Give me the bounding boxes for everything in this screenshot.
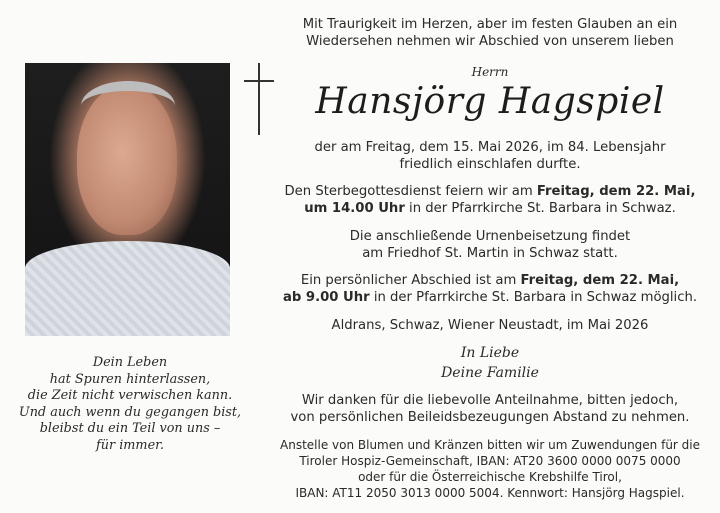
signature-line-2: Deine Familie [441, 365, 539, 381]
portrait-photo [25, 63, 230, 336]
funeral-text-1: Den Sterbegottesdienst feiern wir am [284, 184, 537, 199]
deceased-name: Hansjörg Hagspiel [315, 81, 665, 122]
poem-line: die Zeit nicht verwischen kann. [27, 388, 233, 403]
death-notice [280, 139, 700, 173]
donation-text [280, 437, 700, 501]
poem-line: Dein Leben [92, 355, 168, 370]
farewell-text-1: Ein persönlicher Abschied ist am [300, 273, 521, 288]
funeral-time: um 14.00 Uhr [304, 201, 405, 216]
poem-line: für immer. [96, 437, 164, 453]
urn-burial [280, 228, 700, 262]
poem [15, 355, 245, 454]
portrait-hair [81, 81, 175, 131]
intro-line-2: Wiedersehen nehmen wir Abschied von unserem lieben [306, 34, 674, 49]
funeral-date: Freitag, dem 22. Mai, [536, 184, 696, 199]
urn-line-1: Die anschließende Urnenbeisetzung findet [349, 229, 631, 244]
signature-line-1: In Liebe [460, 345, 520, 361]
intro-text [280, 16, 700, 50]
poem-line: hat Spuren hinterlassen, [49, 371, 211, 387]
thanks-line-2: von persönlichen Beileidsbezeugungen Abstand zu nehmen. [290, 410, 690, 425]
donation-line-3: oder für die Österreichische Krebshilfe Tirol, [358, 470, 622, 484]
death-line-2: friedlich einschlafen durfte. [399, 157, 581, 172]
poem-line: bleibst du ein Teil von uns – [39, 421, 221, 436]
cross-icon [244, 63, 274, 135]
donation-line-2: Tiroler Hospiz-Gemeinschaft, IBAN: AT20 3600 0000 0075 0000 [299, 454, 681, 468]
salutation: Herrn [471, 65, 509, 79]
signature [280, 343, 700, 383]
urn-line-2: am Friedhof St. Martin in Schwaz statt. [362, 246, 618, 261]
farewell-time: ab 9.00 Uhr [282, 290, 370, 305]
donation-line-1: Anstelle von Blumen und Kränzen bitten wir um Zuwendungen für die [280, 438, 701, 452]
funeral-text-2: in der Pfarrkirche St. Barbara in Schwaz. [404, 201, 676, 216]
donation-line-4: IBAN: AT11 2050 3013 0000 5004. Kennwort: Hansjörg Hagspiel. [295, 486, 685, 500]
portrait-shirt [25, 241, 230, 336]
intro-line-1: Mit Traurigkeit im Herzen, aber im festen Glauben an ein [302, 17, 678, 32]
thanks-text [280, 392, 700, 426]
thanks-line-1: Wir danken für die liebevolle Anteilnahme, bitten jedoch, [301, 393, 679, 408]
poem-line: Und auch wenn du gegangen bist, [18, 404, 242, 420]
farewell-text-2: in der Pfarrkirche St. Barbara in Schwaz möglich. [369, 290, 698, 305]
personal-farewell [280, 272, 700, 306]
funeral-service [280, 183, 700, 217]
death-line-1: der am Freitag, dem 15. Mai 2026, im 84. Lebensjahr [314, 140, 666, 155]
place-date: Aldrans, Schwaz, Wiener Neustadt, im Mai 2026 [331, 318, 649, 333]
farewell-date: Freitag, dem 22. Mai, [520, 273, 680, 288]
